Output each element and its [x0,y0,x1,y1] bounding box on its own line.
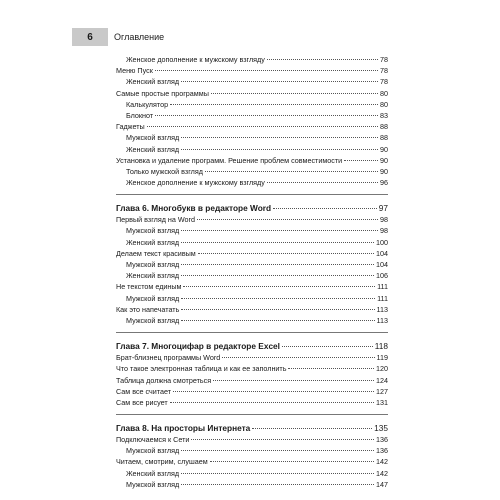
toc-entry-title: Подключаемся к Сети [116,435,190,445]
chapter-title: Глава 6. Многобукв в редакторе Word [116,203,272,214]
toc-entry-title: Не текстом единым [116,282,182,292]
toc-entry [116,248,388,259]
chapter-title: Глава 7. Многоцифар в редакторе Excel [116,341,280,352]
toc-entry-title: Блокнот [126,110,154,120]
dot-leader [181,450,374,451]
toc-entry [116,121,388,132]
toc-entry-title: Что такое электронная таблица и как ее заполнить [116,364,287,374]
toc-entry-page-number: 104 [376,248,388,258]
toc-entry-page-number: 131 [376,397,388,407]
chapter-page-number: 97 [378,203,388,214]
toc-entry [116,386,388,397]
toc-entry-title: Делаем текст красивым [116,248,196,258]
toc-entry-title: Женский взгляд [126,77,180,87]
toc-entry [116,237,388,248]
toc-entry-title: Женское дополнение к мужскому взгляду [126,55,265,64]
toc-entry-title: Первый взгляд на Word [116,215,195,225]
dot-leader [181,230,378,231]
chapter-divider [116,194,388,195]
dot-leader [198,253,374,254]
toc-entry [116,144,388,155]
toc-entry-title: Женское дополнение к мужскому взгляду [126,178,265,188]
toc-entry [116,166,388,177]
toc-entry [116,214,388,225]
dot-leader [173,391,374,392]
toc-entry-page-number: 113 [376,315,388,325]
chapter-divider [116,414,388,415]
toc-entry-title: Мужской взгляд [126,446,180,456]
toc-entry [116,293,388,304]
toc-entry-page-number: 78 [380,66,388,76]
toc-entry-page-number: 136 [376,446,388,456]
toc-entry [116,270,388,281]
chapter-page-number: 135 [374,423,388,434]
toc-entry-title: Самые простые программы [116,88,209,98]
chapter-page-number: 118 [374,341,388,352]
toc-entry-page-number: 90 [380,144,388,154]
toc-entry-page-number: 96 [380,178,388,188]
toc-entry-title: Мужской взгляд [126,260,180,269]
toc-entry-title: Меню Пуск [116,66,153,76]
toc-entry-title: Женский взгляд [126,468,180,478]
dot-leader [211,93,378,94]
toc-entry-title: Гаджеты [116,122,145,132]
page-number: 6 [72,28,108,46]
toc-entry [116,363,388,374]
toc-entry-page-number: 78 [380,55,388,64]
toc-entry-page-number: 80 [380,88,388,98]
toc-entry-page-number: 78 [380,77,388,87]
toc-entry-title: Сам все рисует [116,397,168,407]
toc-entry-page-number: 111 [377,282,388,292]
dot-leader [181,242,374,243]
toc-entry-page-number: 104 [376,260,388,269]
toc-entry-page-number: 90 [380,166,388,176]
toc-entry-page-number: 127 [376,386,388,396]
toc-entry-title: Установка и удаление программ. Решение проблем совместимости [116,155,343,165]
dot-leader [181,298,375,299]
toc-entry [116,132,388,143]
toc-entry-page-number: 147 [376,479,388,489]
dot-leader [155,115,378,116]
toc-entry [116,177,388,188]
table-of-contents [116,54,388,490]
chapter-title: Глава 8. На просторы Интернета [116,423,251,434]
dot-leader [181,264,374,265]
chapter-heading [116,422,388,434]
toc-entry [116,304,388,315]
page-header [0,28,500,46]
toc-entry-title: Женский взгляд [126,144,180,154]
toc-entry-page-number: 88 [380,133,388,143]
chapter-heading [116,202,388,214]
toc-entry-page-number: 142 [376,468,388,478]
toc-entry-page-number: 106 [376,271,388,281]
toc-entry-page-number: 113 [376,304,388,314]
toc-entry [116,259,388,270]
dot-leader [210,461,374,462]
toc-entry [116,445,388,456]
toc-entry-page-number: 120 [376,364,388,374]
toc-entry-page-number: 100 [376,237,388,247]
toc-entry [116,375,388,386]
toc-entry [116,397,388,408]
toc-entry-page-number: 90 [380,155,388,165]
chapter-divider [116,332,388,333]
dot-leader [181,275,374,276]
toc-entry-title: Брат-близнец программы Word [116,353,221,363]
toc-entry [116,315,388,326]
dot-leader [197,219,378,220]
toc-entry-page-number: 136 [376,435,388,445]
toc-entry-page-number: 111 [377,293,388,303]
toc-entry [116,99,388,110]
toc-entry-page-number: 80 [380,99,388,109]
toc-entry-title: Как это напечатать [116,304,180,314]
dot-leader [170,402,374,403]
toc-entry-title: Калькулятор [126,99,169,109]
toc-entry [116,88,388,99]
dot-leader [155,70,378,71]
toc-entry [116,76,388,87]
dot-leader [267,182,378,183]
dot-leader [181,137,378,138]
toc-entry-page-number: 83 [380,110,388,120]
toc-entry-title: Мужской взгляд [126,133,180,143]
dot-leader [181,320,374,321]
toc-entry [116,281,388,292]
dot-leader [288,368,374,369]
toc-entry-page-number: 98 [380,215,388,225]
toc-entry [116,54,388,65]
dot-leader [181,309,374,310]
toc-entry-title: Мужской взгляд [126,315,180,325]
dot-leader [222,357,374,358]
toc-entry [116,468,388,479]
toc-entry [116,110,388,121]
chapter-heading [116,340,388,352]
toc-entry-title: Только мужской взгляд [126,166,203,176]
toc-entry [116,352,388,363]
toc-entry-title: Женский взгляд [126,237,180,247]
toc-entry-title: Мужской взгляд [126,293,180,303]
dot-leader [273,208,377,209]
toc-entry-page-number: 88 [380,122,388,132]
dot-leader [181,473,374,474]
dot-leader [267,59,378,60]
toc-entry-title: Мужской взгляд [126,226,180,236]
toc-entry-page-number: 142 [376,457,388,467]
toc-entry-page-number: 119 [376,353,388,363]
dot-leader [183,286,375,287]
dot-leader [213,380,374,381]
toc-entry-page-number: 124 [376,375,388,385]
toc-entry [116,434,388,445]
dot-leader [181,81,378,82]
dot-leader [181,149,378,150]
dot-leader [181,484,374,485]
toc-entry-title: Таблица должна смотреться [116,375,212,385]
toc-entry [116,456,388,467]
toc-entry [116,479,388,490]
dot-leader [147,126,378,127]
dot-leader [170,104,378,105]
toc-entry-page-number: 98 [380,226,388,236]
toc-entry-title: Сам все считает [116,386,172,396]
running-title: Оглавление [114,32,165,42]
dot-leader [191,439,374,440]
toc-entry [116,155,388,166]
toc-entry [116,225,388,236]
dot-leader [205,171,378,172]
toc-entry-title: Женский взгляд [126,271,180,281]
toc-entry-title: Читаем, смотрим, слушаем [116,457,208,467]
dot-leader [252,428,372,429]
dot-leader [344,160,378,161]
toc-entry-title: Мужской взгляд [126,479,180,489]
toc-entry [116,65,388,76]
dot-leader [282,346,373,347]
